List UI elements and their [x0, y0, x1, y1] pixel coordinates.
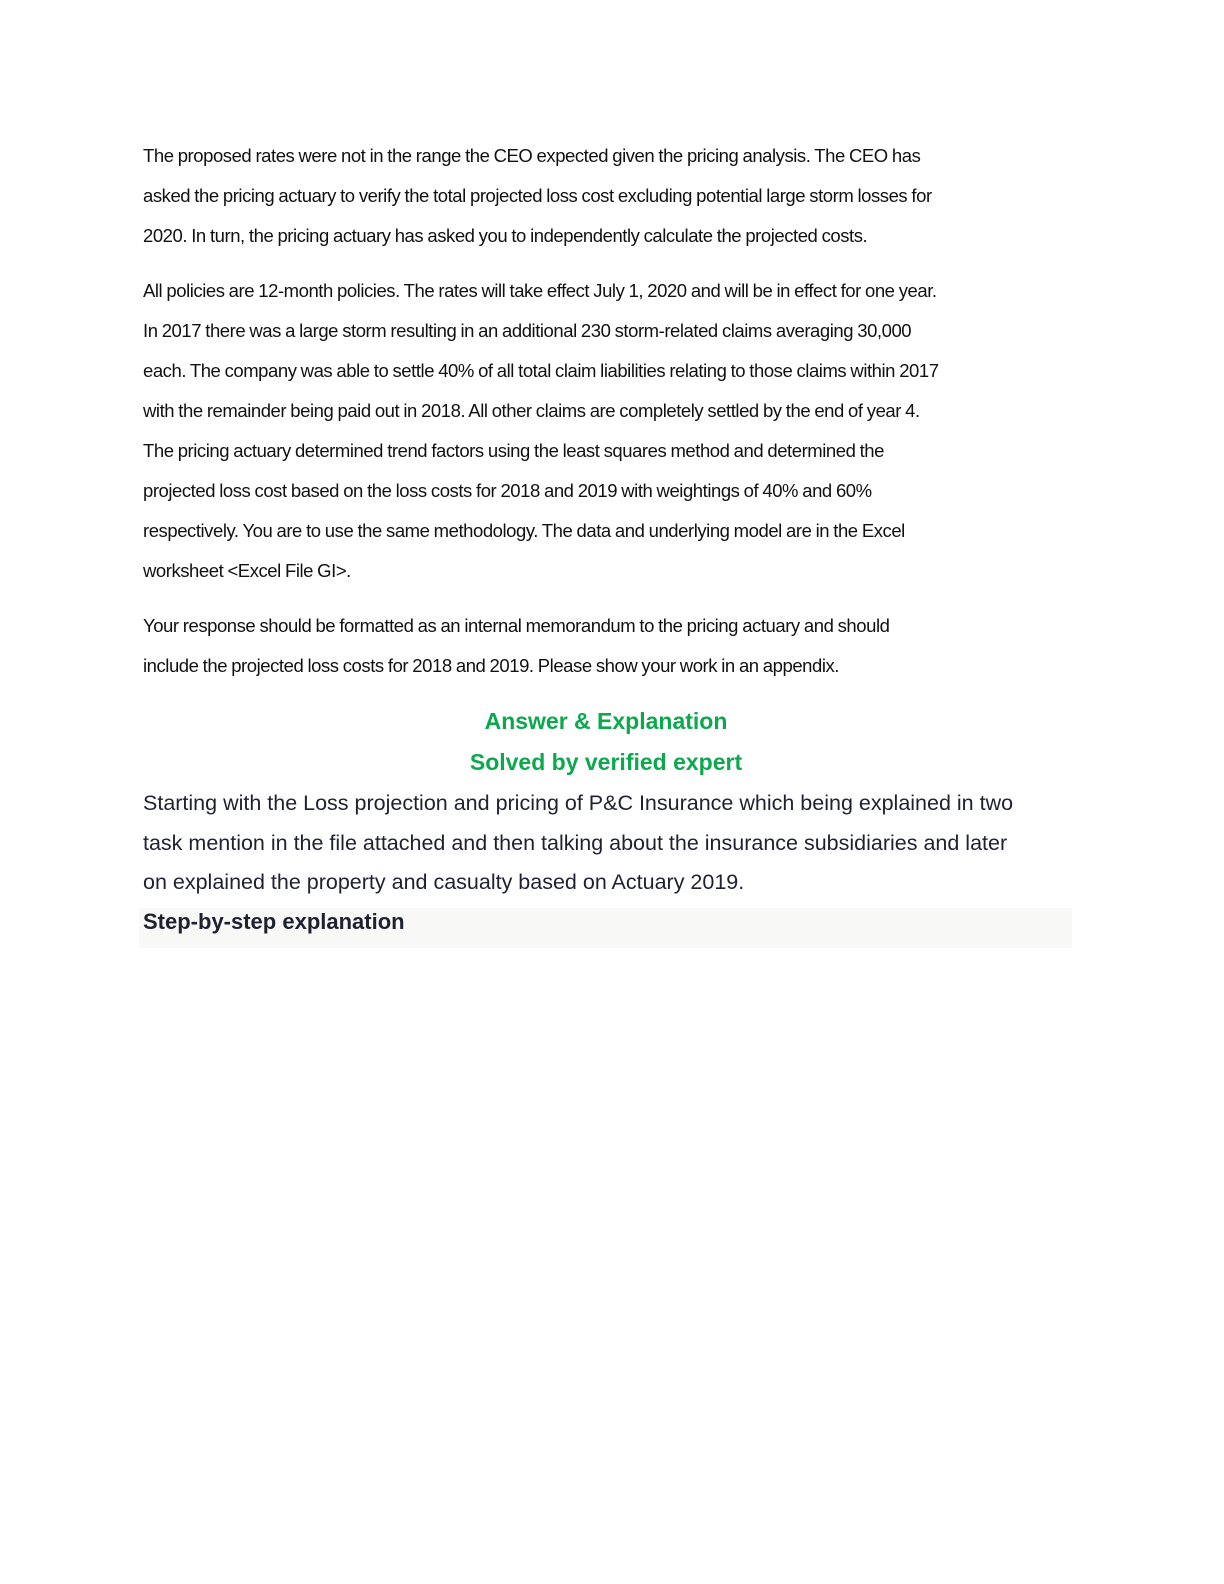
answer-title: Answer & Explanation [484, 708, 728, 734]
text-line: Your response should be formatted as an internal memorandum to the pricing actuary and should [143, 615, 890, 636]
step-by-step-heading: Step-by-step explanation [143, 909, 405, 934]
question-paragraph-1 [143, 136, 1083, 256]
text-line: task mention in the file attached and then talking about the insurance subsidiaries and later [143, 830, 1008, 855]
text-line: with the remainder being paid out in 2018. All other claims are completely settled by the end of year 4. [143, 400, 920, 421]
question-paragraph-2 [143, 271, 1083, 591]
step-by-step-section [139, 908, 1072, 948]
text-line: respectively. You are to use the same methodology. The data and underlying model are in the Excel [143, 520, 905, 541]
text-line: on explained the property and casualty based on Actuary 2019. [143, 870, 745, 894]
answer-body [143, 784, 1083, 903]
text-line: each. The company was able to settle 40% of all total claim liabilities relating to those claims within 2017 [143, 360, 939, 381]
text-line: Starting with the Loss projection and pricing of P&C Insurance which being explained in two [143, 791, 1014, 815]
text-line: The pricing actuary determined trend factors using the least squares method and determined the [143, 440, 884, 461]
text-line: asked the pricing actuary to verify the total projected loss cost excluding potential large storm losses for [143, 185, 932, 206]
text-line: worksheet <Excel File GI>. [143, 560, 351, 581]
text-line: The proposed rates were not in the range the CEO expected given the pricing analysis. The CEO has [143, 145, 921, 166]
text-line: include the projected loss costs for 2018 and 2019. Please show your work in an appendix. [143, 655, 839, 676]
text-line: All policies are 12-month policies. The rates will take effect July 1, 2020 and will be in effect for one year. [143, 280, 937, 301]
text-line: In 2017 there was a large storm resulting in an additional 230 storm-related claims averaging 30,000 [143, 320, 912, 341]
text-line: 2020. In turn, the pricing actuary has asked you to independently calculate the projected costs. [143, 225, 868, 246]
question-paragraph-3 [143, 606, 1083, 686]
text-line: projected loss cost based on the loss costs for 2018 and 2019 with weightings of 40% and 60% [143, 480, 872, 501]
answer-subtitle: Solved by verified expert [469, 749, 743, 775]
